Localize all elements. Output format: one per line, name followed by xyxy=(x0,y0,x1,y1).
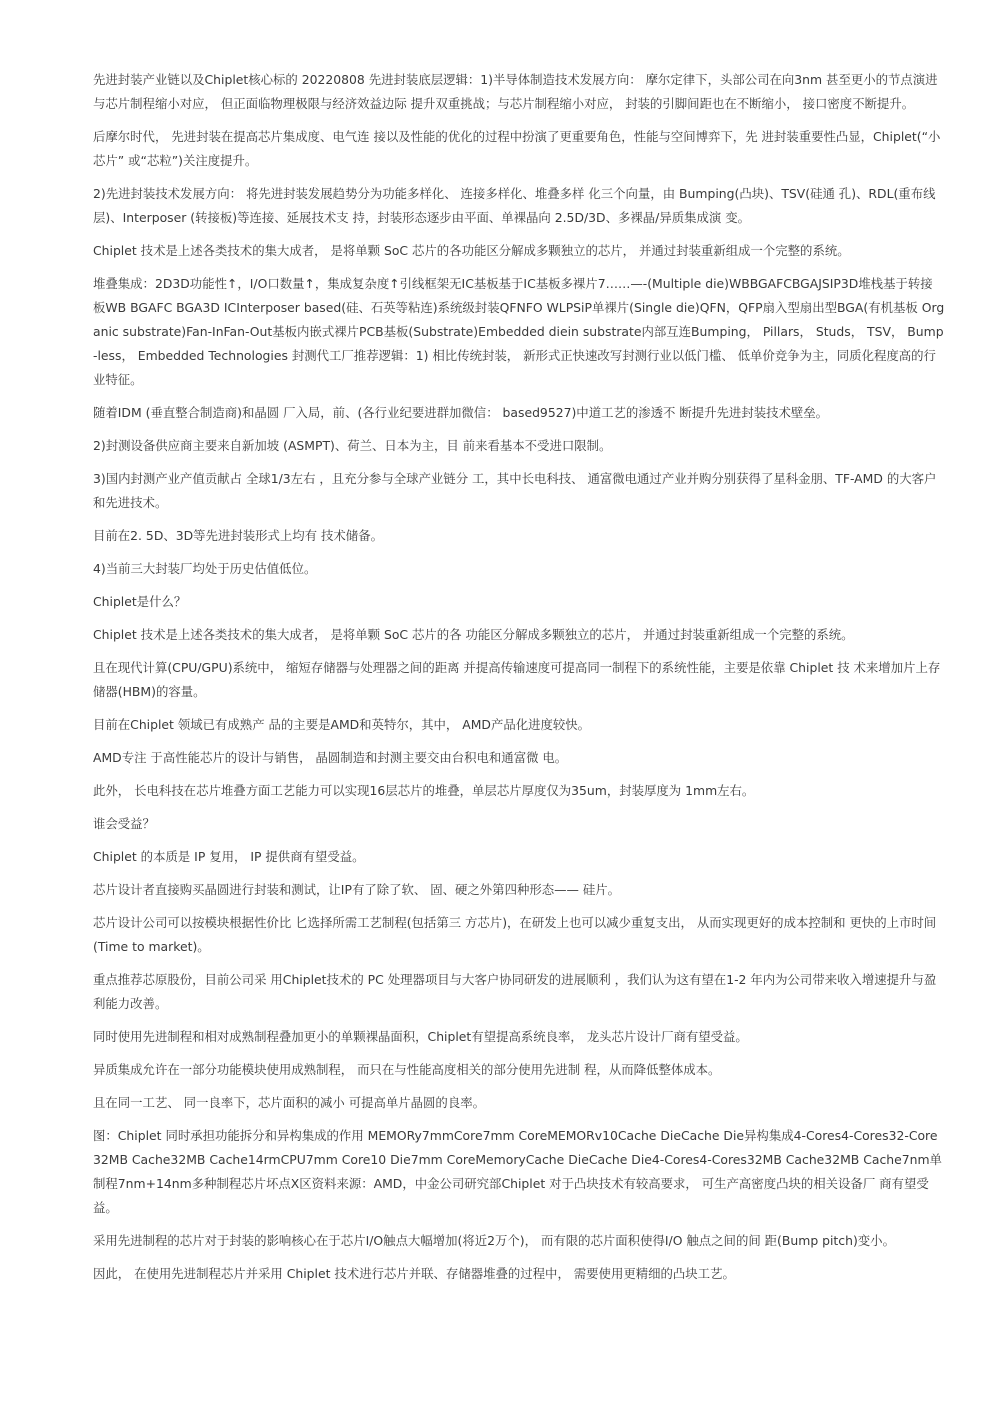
paragraph: 先进封装产业链以及Chiplet核心标的 20220808 先进封装底层逻辑：1)半导体制造技术发展方向： 摩尔定律下，头部公司在向3nm 甚至更小的节点演进与芯片制程缩小对应， 但正面临物理极限与经济效益边际 提升双重挑战；与芯片制程缩小对应， 封装的引脚间距也在不断缩小， 接口密度不断提升。 xyxy=(93,72,938,111)
paragraph: 且在同一工艺、 同一良率下，芯片面积的减小 可提高单片晶圆的良率。 xyxy=(93,1095,485,1110)
paragraph: 4)当前三大封装厂均处于历史估值低位。 xyxy=(93,561,317,576)
paragraph: 异质集成允许在一部分功能模块使用成熟制程， 而只在与性能高度相关的部分使用先进制 程，从而降低整体成本。 xyxy=(93,1062,721,1077)
paragraph: AMD专注 于高性能芯片的设计与销售， 晶圆制造和封测主要交由台积电和通富微 电。 xyxy=(93,750,568,765)
section-heading: Chiplet是什么？ xyxy=(93,594,187,609)
figure-caption: 图：Chiplet 同时承担功能拆分和异构集成的作用 MEMORy7mmCore7mm CoreMEMORv10Cache DieCache Die异构集成4-Cores4-Cores32-Core32MB Cache32MB Cache14rmCPU7mm Core10 Die7mm CoreMemoryCache DieCache Die4-Cores4-Cores32MB Cache32MB Cache7nm单制程7nm+14nm多种制程芯片坏点X区资料来源：AMD，中金公司研究部Chiplet 对于凸块技术有较高要求， 可生产高密度凸块的相关设备厂 商有望受益。 xyxy=(93,1128,942,1215)
paragraph: Chiplet 的本质是 IP 复用， IP 提供商有望受益。 xyxy=(93,849,365,864)
paragraph: Chiplet 技术是上述各类技术的集大成者， 是将单颗 SoC 芯片的各功能区分解成多颗独立的芯片， 并通过封装重新组成一个完整的系统。 xyxy=(93,243,850,258)
paragraph: 采用先进制程的芯片对于封装的影响核心在于芯片I/O触点大幅增加(将近2万个)， 而有限的芯片面积使得I/O 触点之间的间 距(Bump pitch)变小。 xyxy=(93,1233,895,1248)
paragraph: 同时使用先进制程和相对成熟制程叠加更小的单颗裸晶面积，Chiplet有望提高系统良率， 龙头芯片设计厂商有望受益。 xyxy=(93,1029,748,1044)
paragraph: 重点推荐芯原股份，目前公司采 用Chiplet技术的 PC 处理器项目与大客户协同研发的进展顺利 ，我们认为这有望在1-2 年内为公司带来收入增速提升与盈利能力改善。 xyxy=(93,972,937,1011)
paragraph: 随着IDM (垂直整合制造商)和晶圆 厂入局，前、(各行业纪要进群加微信： based9527)中道工艺的渗透不 断提升先进封装技术壁垒。 xyxy=(93,405,829,420)
paragraph: 2)先进封装技术发展方向： 将先进封装发展趋势分为功能多样化、 连接多样化、堆叠多样 化三个向量，由 Bumping(凸块)、TSV(硅通 孔)、RDL(重布线层)、Interposer (转接板)等连接、延展技术支 持，封装形态逐步由平面、单裸晶向 2.5D/3D、多裸晶/异质集成演 变。 xyxy=(93,186,936,225)
paragraph: 目前在Chiplet 领域已有成熟产 品的主要是AMD和英特尔，其中， AMD产品化进度较快。 xyxy=(93,717,591,732)
paragraph: 目前在2. 5D、3D等先进封装形式上均有 技术储备。 xyxy=(93,528,383,543)
paragraph: 芯片设计公司可以按模块根据性价比 匕选择所需工艺制程(包括第三 方芯片)，在研发上也可以减少重复支出， 从而实现更好的成本控制和 更快的上市时间(Time to market)。 xyxy=(93,915,937,954)
paragraph: 3)国内封测产业产值贡献占 全球1/3左右 ，且充分参与全球产业链分 工，其中长电科技、 通富微电通过产业并购分别获得了星科金朋、TF-AMD 的大客户和先进技术。 xyxy=(93,471,937,510)
paragraph: Chiplet 技术是上述各类技术的集大成者， 是将单颗 SoC 芯片的各 功能区分解成多颗独立的芯片， 并通过封装重新组成一个完整的系统。 xyxy=(93,627,854,642)
paragraph: 2)封测设备供应商主要来自新加坡 (ASMPT)、荷兰、日本为主，目 前来看基本不受进口限制。 xyxy=(93,438,612,453)
paragraph: 堆叠集成：2D3D功能性↑，I/O口数量↑，集成复杂度↑引线框架无IC基板基于IC基板多裸片7……—-(Multiple die)WBBGAFCBGAJSIP3D堆栈基于转接板WB BGAFC BGA3D ICInterposer based(硅、石英等粘连)系统级封装QFNFO WLPSiP单裸片(Single die)QFN，QFP扇入型扇出型BGA(有机基板 Organic substrate)Fan-InFan-Out基板内嵌式裸片PCB基板(Substrate)Embedded diein substrate内部互连Bumping， Pillars， Studs， TSV， Bump-less， Embedded Technologies 封测代工厂推荐逻辑：1) 相比传统封装， 新形式正快速改写封测行业以低门槛、 低单价竞争为主，同质化程度高的行业特征。 xyxy=(93,276,945,387)
document-body xyxy=(93,68,945,1295)
paragraph: 且在现代计算(CPU/GPU)系统中， 缩短存储器与处理器之间的距离 并提高传输速度可提高同一制程下的系统性能，主要是依靠 Chiplet 技 术来增加片上存储器(HBM)的容量。 xyxy=(93,660,941,699)
paragraph: 此外， 长电科技在芯片堆叠方面工艺能力可以实现16层芯片的堆叠，单层芯片厚度仅为35um，封装厚度为 1mm左右。 xyxy=(93,783,755,798)
paragraph: 后摩尔时代， 先进封装在提高芯片集成度、电气连 接以及性能的优化的过程中扮演了更重要角色，性能与空间博弈下，先 进封装重要性凸显，Chiplet(“小芯片” 或“芯粒”)关注度提升。 xyxy=(93,129,941,168)
section-heading: 谁会受益？ xyxy=(93,816,155,831)
paragraph: 因此， 在使用先进制程芯片并采用 Chiplet 技术进行芯片并联、存储器堆叠的过程中， 需要使用更精细的凸块工艺。 xyxy=(93,1266,735,1281)
paragraph: 芯片设计者直接购买晶圆进行封装和测试，让IP有了除了软、 固、硬之外第四种形态—— 硅片。 xyxy=(93,882,621,897)
